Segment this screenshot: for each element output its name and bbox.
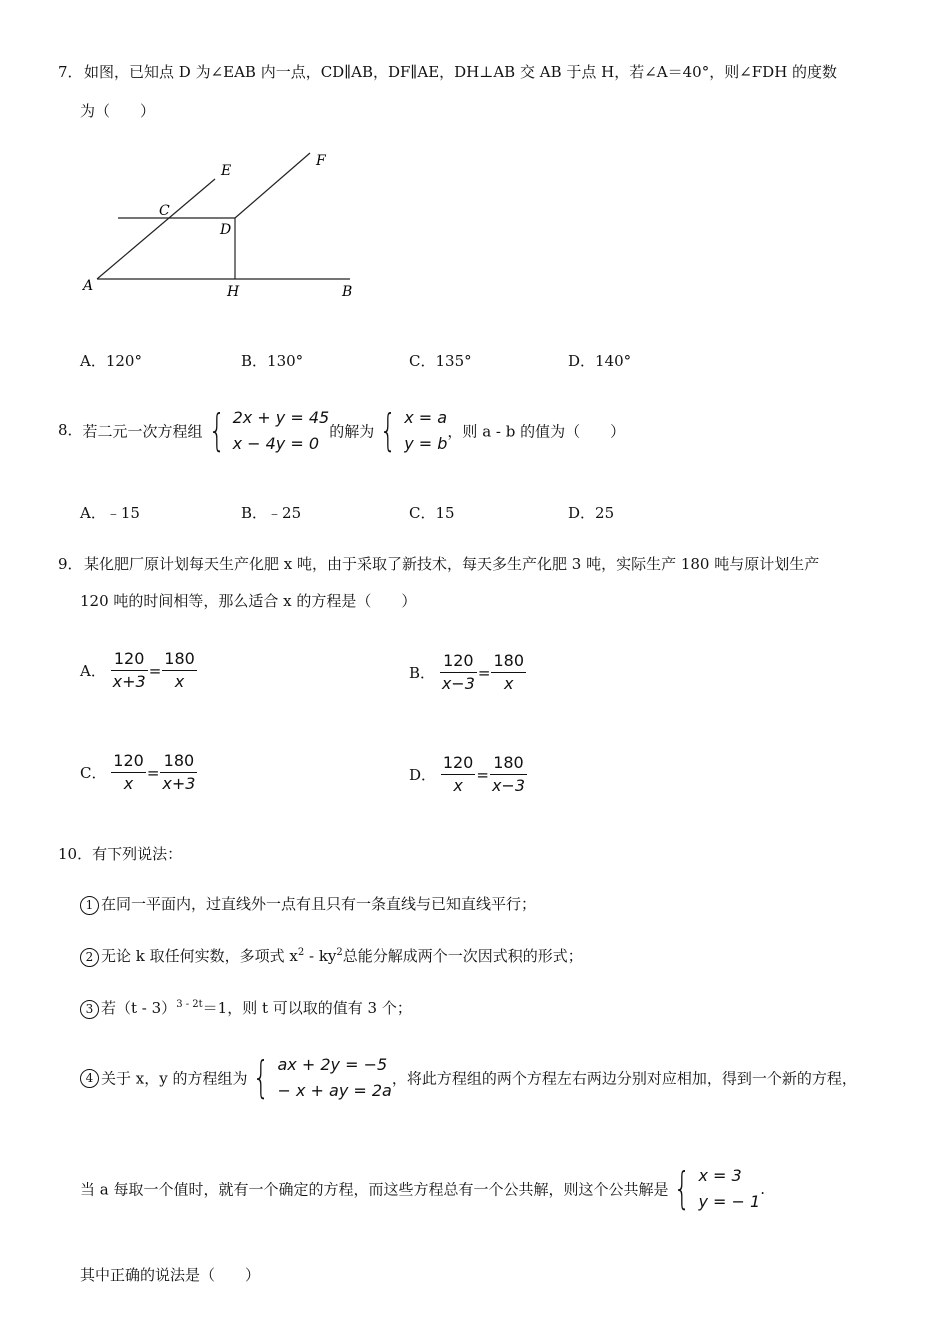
q9-option-b[interactable] [409,650,526,695]
q8-system2 [404,405,447,457]
q9-option-d-label: D． [409,766,437,784]
q8-middle: 的解为 [329,422,375,441]
q10-solution-system [698,1163,760,1215]
circled-number-3: 3 [80,1000,99,1019]
q10-statement-3 [80,997,412,1019]
statement-text: 当 a 每取一个值时，就有一个确定的方程，而这些方程总有一个公共解，则这个公共解是 [80,1180,669,1199]
q10-solution-brace: { [674,1163,691,1214]
q9-option-c-left-fraction [111,750,146,795]
q8-option-c[interactable]: C．15 [409,504,455,522]
q9-option-d[interactable] [409,752,527,797]
period: . [760,1180,765,1198]
denominator: x [453,776,463,795]
q7-option-a[interactable]: A．120° [80,352,142,370]
equals-sign: = [477,663,491,682]
q8-system2-brace: { [379,405,397,456]
numerator: 180 [490,752,527,775]
q8-suffix: ，则 a - b 的值为（ ） [447,422,626,441]
line-df [235,153,310,218]
label-f: F [316,153,326,169]
denominator: x [123,774,134,793]
equals-sign: = [476,765,489,784]
q7-stem-line2: 为（ ） [80,102,156,120]
statement-text: 若（t - 3） [101,999,177,1017]
statement-text: 关于 x，y 的方程组为 [101,1069,248,1088]
q9-number: 9． [58,555,83,573]
q8-number: 8． [58,421,83,439]
label-c: C [159,203,170,219]
exponent: 2 [336,947,343,958]
statement-text: 总能分解成两个一次因式积的形式； [342,947,583,965]
q10-statement-1 [80,893,536,915]
q9-option-c-label: C． [80,764,107,782]
q10-statement-4 [80,1052,857,1104]
denominator: x [503,674,514,693]
system-eq1: ax + 2y = −5 [277,1055,388,1074]
q10-statement-4-continued [80,1163,765,1215]
statement-text: - ky [304,947,337,965]
equals-sign: = [146,763,160,782]
q7-option-c[interactable]: C．135° [409,352,472,370]
q7-option-d[interactable]: D．140° [568,352,632,370]
denominator: x−3 [441,674,475,693]
q9-option-a-right-fraction [162,648,197,693]
label-a: A [83,278,94,294]
q9-option-a-label: A． [80,662,106,680]
q10-number: 10． [58,845,93,863]
numerator: 120 [111,750,146,773]
q9-option-c-right-fraction [160,750,197,795]
numerator: 120 [440,650,477,673]
numerator: 180 [491,650,526,673]
q8-stem [58,405,625,457]
exponent: 3 - 2t [176,999,203,1010]
q7-geometry-figure [75,145,375,305]
q9-option-b-right-fraction [491,650,526,695]
q9-option-d-right-fraction [490,752,527,797]
q10-header [58,843,182,864]
numerator: 180 [162,648,197,671]
q9-option-a[interactable] [80,648,197,693]
q8-system1-brace: { [208,405,225,456]
q8-prefix: 若二元一次方程组 [82,422,203,441]
label-e: E [221,163,232,179]
q8-system2-eq1: x = a [404,408,448,427]
q9-option-c[interactable] [80,750,197,795]
label-d: D [220,222,232,238]
system-eq2: − x + ay = 2a [277,1081,392,1100]
q8-system1-eq2: x − 4y = 0 [232,434,320,453]
q8-system2-eq2: y = b [404,434,448,453]
q9-option-a-left-fraction [111,648,148,693]
q9-stem-line1: 某化肥厂原计划每天生产化肥 x 吨，由于采取了新技术，每天多生产化肥 3 吨，实际生产 180 吨与原计划生产 [84,555,820,573]
denominator: x+3 [112,672,146,691]
q8-option-a[interactable]: A．﹣15 [80,504,140,522]
statement-text: ＝1，则 t 可以取的值有 3 个； [202,999,412,1017]
denominator: x−3 [491,776,525,795]
label-b: B [342,284,353,300]
q10-closing: 其中正确的说法是（ ） [80,1266,261,1284]
numerator: 120 [111,648,148,671]
statement-text: 在同一平面内，过直线外一点有且只有一条直线与已知直线平行； [101,895,537,913]
q9-option-d-left-fraction [441,752,476,797]
q10-system [277,1052,391,1104]
q10-statement-2 [80,945,583,967]
solution-eq1: x = 3 [698,1166,742,1185]
line-ae [97,179,215,279]
denominator: x [174,672,185,691]
label-h: H [227,284,240,300]
q8-system1-eq1: 2x + y = 45 [232,408,330,427]
q7-number: 7． [58,63,83,81]
circled-number-2: 2 [80,948,99,967]
q8-option-d[interactable]: D．25 [568,504,615,522]
equals-sign: = [148,661,162,680]
circled-number-4: 4 [80,1069,99,1088]
solution-eq2: y = − 1 [698,1192,761,1211]
circled-number-1: 1 [80,896,99,915]
statement-text: ，将此方程组的两个方程左右两边分别对应相加，得到一个新的方程， [391,1069,857,1088]
q7-stem-line1: 如图，已知点 D 为∠EAB 内一点，CD∥AB，DF∥AE，DH⊥AB 交 AB 于点 H，若∠A＝40°，则∠FDH 的度数 [84,63,838,81]
q7-option-b[interactable]: B．130° [241,352,304,370]
exponent: 2 [297,947,305,958]
q9-option-b-label: B． [409,664,436,682]
denominator: x+3 [162,774,196,793]
statement-text: 无论 k 取任何实数，多项式 x [101,947,298,965]
numerator: 180 [160,750,197,773]
q10-intro: 有下列说法： [92,845,183,863]
numerator: 120 [441,752,476,775]
q9-stem-line2: 120 吨的时间相等，那么适合 x 的方程是（ ） [80,592,417,610]
q10-system-brace: { [253,1052,270,1103]
q8-option-b[interactable]: B．﹣25 [241,504,302,522]
q9-option-b-left-fraction [440,650,477,695]
q8-system1 [233,405,330,457]
